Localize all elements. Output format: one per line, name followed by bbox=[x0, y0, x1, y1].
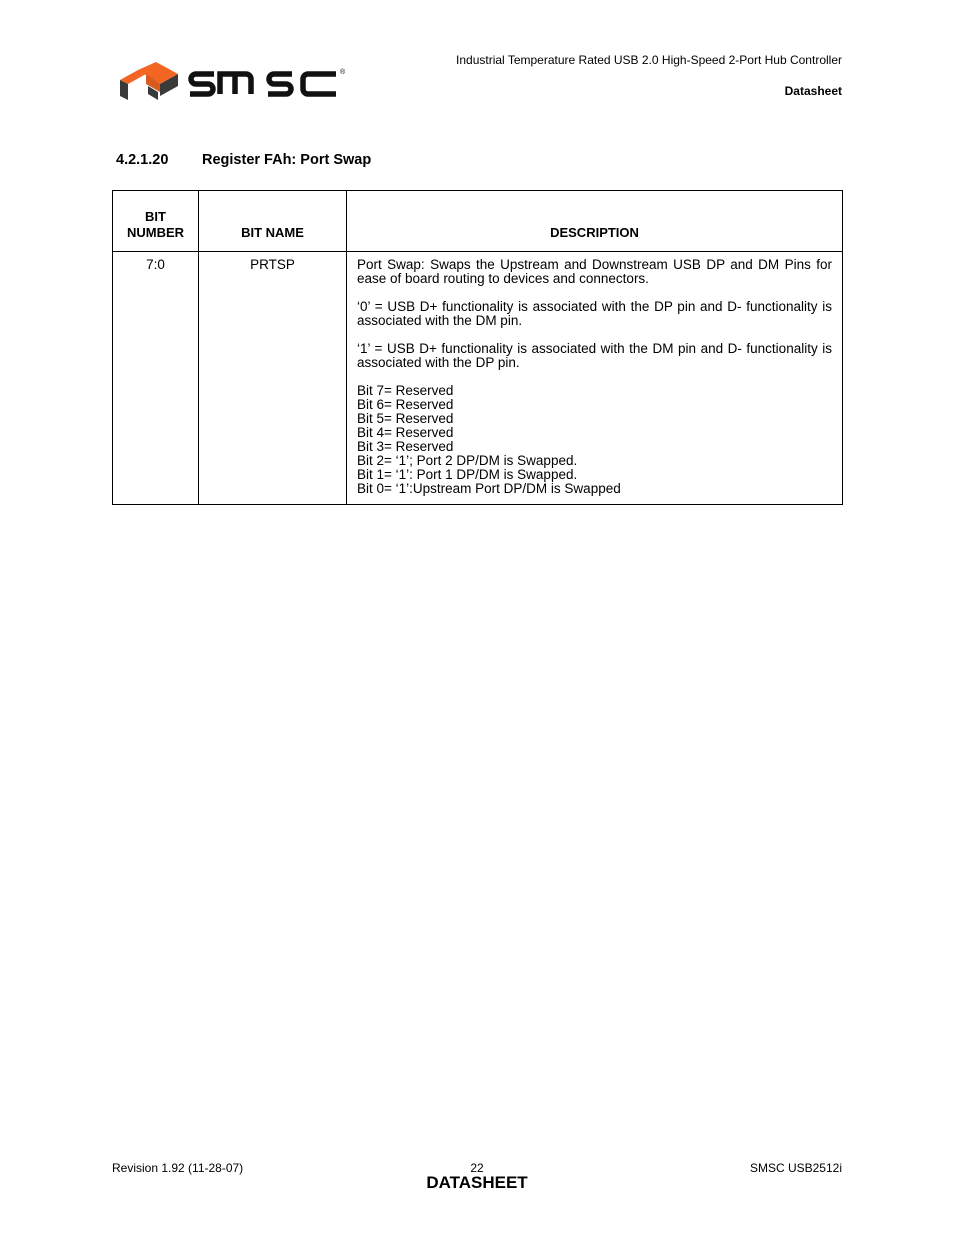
footer-page-number: 22 bbox=[470, 1161, 484, 1175]
description-paragraph: Port Swap: Swaps the Upstream and Downstream USB DP and DM Pins for ease of board routing to devices and connectors. bbox=[357, 257, 832, 286]
header-bit-name: BIT NAME bbox=[199, 191, 347, 252]
footer-label: DATASHEET bbox=[426, 1173, 528, 1192]
header-bit-number-line1: BIT bbox=[145, 209, 166, 224]
bit-name-cell: PRTSP bbox=[199, 252, 347, 505]
description-paragraph: ‘0’ = USB D+ functionality is associated with the DP pin and D- functionality is associated with the DM pin. bbox=[357, 299, 832, 328]
smsc-logo bbox=[116, 60, 356, 102]
bit-list bbox=[357, 384, 832, 496]
description-paragraph: ‘1’ = USB D+ functionality is associated with the DM pin and D- functionality is associated with the DP pin. bbox=[357, 341, 832, 370]
header-bit-number-line2: NUMBER bbox=[126, 225, 185, 240]
bit-list-item: Bit 0= ‘1’:Upstream Port DP/DM is Swapped bbox=[357, 481, 621, 496]
footer-revision: Revision 1.92 (11-28-07) bbox=[112, 1161, 244, 1175]
bit-list-item: Bit 7= Reserved bbox=[357, 383, 454, 398]
smsc-logo-mark bbox=[120, 62, 178, 100]
header-description: DESCRIPTION bbox=[347, 191, 843, 252]
document-title: Industrial Temperature Rated USB 2.0 High-Speed 2-Port Hub Controller bbox=[456, 53, 842, 67]
header-bit-number bbox=[113, 191, 199, 252]
smsc-logo-wordmark bbox=[190, 74, 336, 94]
description-cell bbox=[347, 252, 843, 505]
register-table bbox=[112, 190, 843, 505]
bit-list-item: Bit 6= Reserved bbox=[357, 397, 454, 412]
section-title: Register FAh: Port Swap bbox=[202, 152, 372, 168]
footer-product: SMSC USB2512i bbox=[749, 1161, 842, 1175]
table-row bbox=[113, 252, 843, 505]
registered-mark: ® bbox=[340, 69, 346, 76]
bit-number-cell: 7:0 bbox=[113, 252, 199, 505]
document-subtitle: Datasheet bbox=[784, 84, 842, 98]
table-header-row bbox=[113, 191, 843, 252]
bit-list-item: Bit 4= Reserved bbox=[357, 425, 454, 440]
bit-list-item: Bit 1= ‘1’: Port 1 DP/DM is Swapped. bbox=[357, 467, 578, 482]
bit-list-item: Bit 5= Reserved bbox=[357, 411, 454, 426]
section-number: 4.2.1.20 bbox=[116, 152, 169, 168]
bit-list-item: Bit 2= ‘1’; Port 2 DP/DM is Swapped. bbox=[357, 453, 578, 468]
section-heading bbox=[116, 152, 371, 168]
bit-list-item: Bit 3= Reserved bbox=[357, 439, 454, 454]
